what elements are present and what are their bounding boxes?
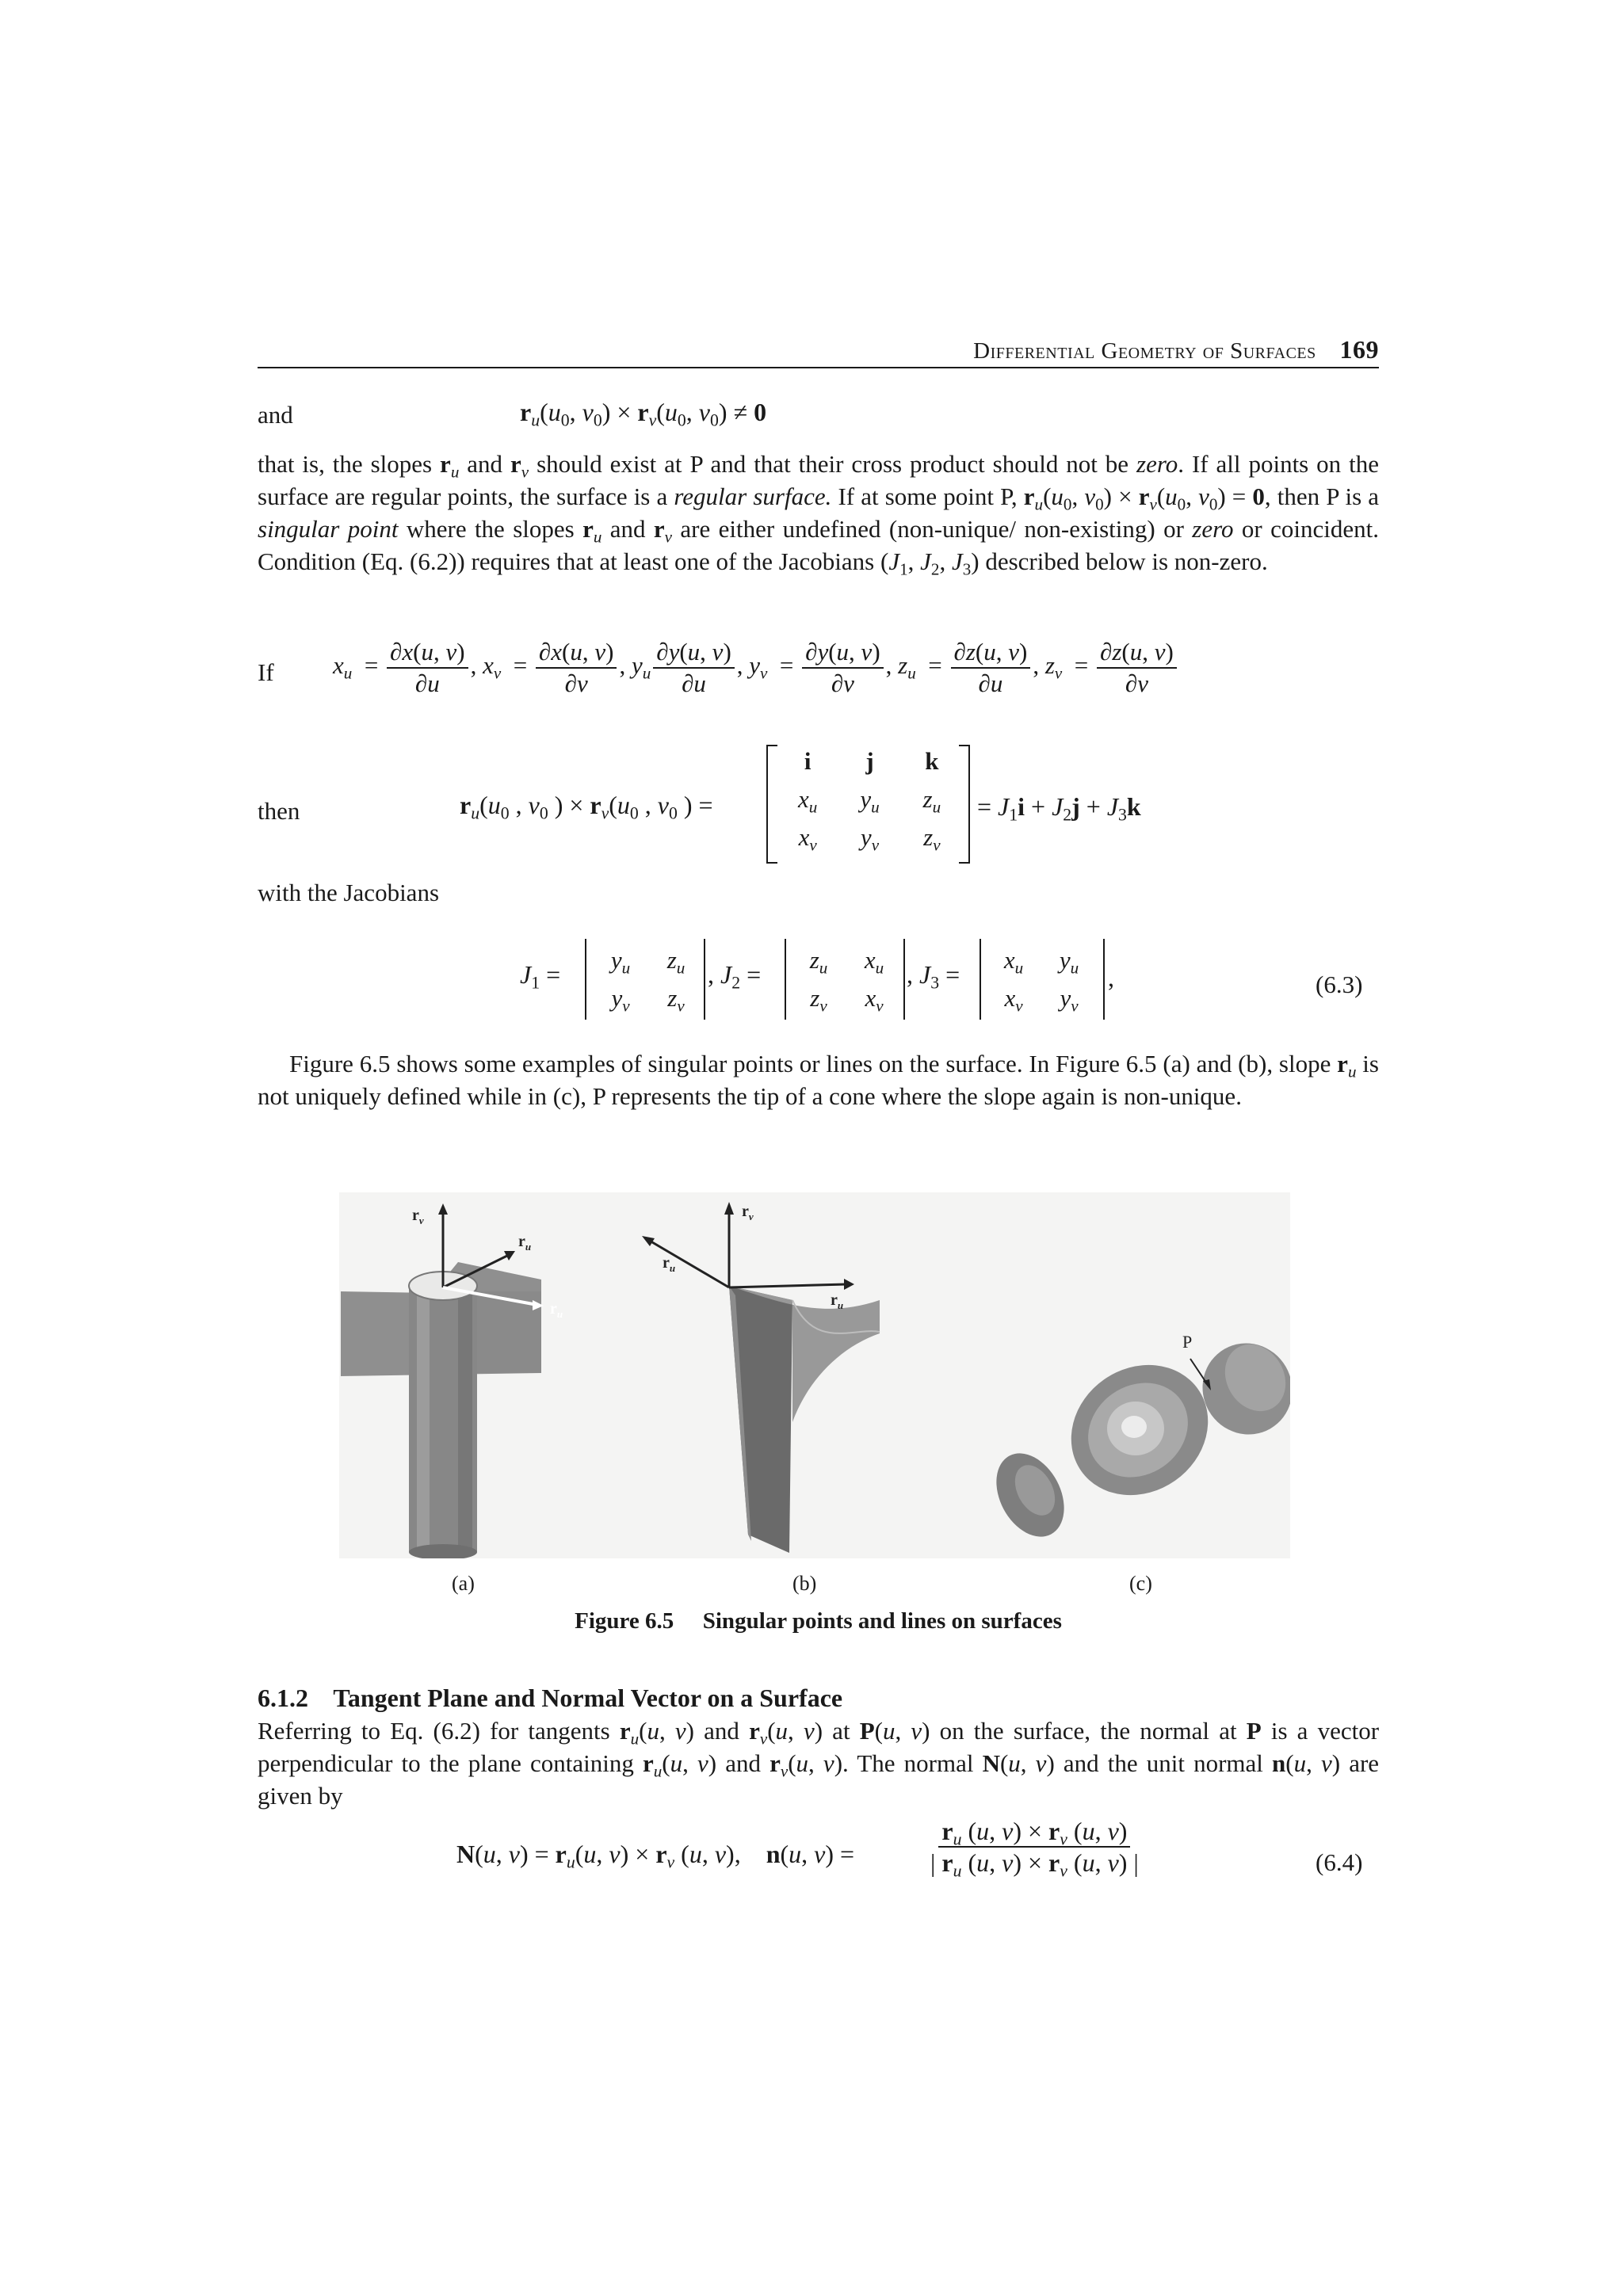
figure-label-a: (a) (452, 1572, 475, 1595)
j3-right-bar (1103, 939, 1105, 1020)
jacobian-j2-label: , $J_2$ = (708, 960, 762, 993)
paragraph-normal-vector: Referring to Eq. (6.2) for tangents $r_u(u$, v) and $r_v(u$, v) at P(u, v) on the surface, the normal at P is a vector perpendicular to the plane containing $r_u(u$, v) and $r_v(u$, v). The normal N(u, v) and the unit normal n(u, v) are given by (258, 1717, 1380, 1810)
running-title: Differential Geometry of Surfaces (973, 338, 1316, 364)
figure-6-5-image (339, 1192, 1290, 1558)
normal-vector-equation: N(u, $v) = r_u(u$, $v) \times r_v$ (u, v), n(u, v) = (456, 1840, 855, 1872)
figure-c-surface (983, 1327, 1290, 1549)
svg-text:ru: $r_u$ (663, 1254, 676, 1274)
jacobian-trailing-comma: , (1108, 963, 1114, 992)
if-label: If (258, 658, 274, 686)
j3-left-bar (980, 939, 981, 1020)
cross-product-matrix: i j k $x_u$ $y_u$ $z_u$ $x_v$ $y_v$ $z_v$ (798, 747, 941, 855)
section-number: 6.1.2 (258, 1684, 308, 1712)
jacobians-intro: with the Jacobians (258, 879, 440, 906)
paragraph-regular-points: that is, the slopes $r_u$ and $r_v$ should exist at P and that their cross product should not be zero. If all points on the surface are regular points, the surface is a regular surface. If at some point P, $r_u(u_0$, $v_0) \times r_v(u_0$, $v_0) = 0$, then P is a singular point where the slopes $r_u$ and $r_v$ are either undefined (non-unique/ non-existing) or zero or coincident. Condition (Eq. (6.2)) requires that at least one of the Jacobians ($J_1$, $J_2$, $J_3$) described below is non-zero. (258, 450, 1380, 579)
matrix-right-bracket-bottom (959, 862, 970, 864)
j1-left-bar (585, 939, 586, 1020)
jacobian-j1-matrix: $y_u$ $z_u$ $y_v$ $z_v$ (610, 946, 685, 1016)
jacobian-j3-matrix: $x_u$ $y_u$ $x_v$ $y_v$ (1003, 946, 1079, 1016)
and-label: and (258, 401, 293, 429)
figure-caption-text: Singular points and lines on surfaces (702, 1608, 1062, 1634)
jacobian-j3-label: , $J_3$ = (907, 960, 960, 993)
cross-product-rhs: = $J_1i + J_2j + J_3k$ (977, 792, 1141, 825)
matrix-right-bracket (968, 745, 970, 864)
j1-right-bar (704, 939, 705, 1020)
figure-caption-number: Figure 6.5 (575, 1608, 674, 1634)
figure-label-b: (b) (792, 1572, 817, 1595)
partial-derivatives-equation: $x_u$ = $\frac{\partial x(u, v)}{\partial u}$ , $x_v$ = $\frac{\partial x(u, v)}{\partial v}$ , $y_u$ $\frac{\partial y(u, v)}{\partial u}$ , $y_v$ = $\frac{\partial y(u, v)}{\partial v}$ , $z_u$ = $\frac{\partial z(u, v)}{\partial u}$ , $z_v$ = $\frac{\partial z(u, v)}{\partial v}$ (333, 637, 1179, 699)
matrix-left-bracket-top (766, 745, 777, 746)
j2-right-bar (903, 939, 905, 1020)
svg-text:rv: $r_v$ (412, 1207, 424, 1226)
figure-c-point-label: P (1182, 1332, 1193, 1352)
paragraph-figure-reference: Figure 6.5 shows some examples of singular points or lines on the surface. In Figure 6.5 (a) and (b), slope $r_u$ is not uniquely defined while in (c), P represents the tip of a cone where the slope again is non-unique. (258, 1050, 1379, 1110)
svg-text:ru: $r_u$ (550, 1300, 563, 1320)
jacobian-j1-label: $J_1$ = (520, 960, 561, 993)
page-number: 169 (1339, 335, 1379, 364)
svg-text:ru: $r_u$ (831, 1291, 844, 1311)
running-header (899, 335, 1379, 364)
unit-normal-fraction: $\frac{r_u (u, v) \times r_v (u, v)}{| r_u (u, v) \times r_v (u, v) |}$ (930, 1817, 1139, 1881)
equation-number-6-3: (6.3) (1316, 971, 1363, 998)
then-label: then (258, 797, 300, 825)
matrix-left-bracket (766, 745, 768, 864)
equation-number-6-4: (6.4) (1316, 1848, 1363, 1876)
nonzero-cross-product-equation: $r_u(u_0$, $v_0) \times r_v(u_0$, $v_0) \ne 0$ (520, 398, 767, 430)
matrix-left-bracket-bottom (766, 862, 777, 864)
figure-a-surface (341, 1203, 544, 1558)
jacobian-j2-matrix: $z_u$ $x_u$ $z_v$ $x_v$ (809, 946, 884, 1016)
section-heading (258, 1684, 842, 1713)
header-rule (258, 367, 1379, 368)
svg-text:ru: $r_u$ (518, 1233, 532, 1253)
section-title: Tangent Plane and Normal Vector on a Surface (333, 1684, 843, 1712)
cross-product-lhs: $r_u(u_0$ , $v_0$ ) × $r_v(u_0$ , $v_0$ ) = (460, 791, 713, 823)
figure-caption (258, 1608, 1379, 1634)
svg-text:rv: $r_v$ (742, 1203, 754, 1222)
figure-b-surface (436, 1202, 880, 1553)
j2-left-bar (785, 939, 786, 1020)
figure-label-c: (c) (1129, 1572, 1152, 1595)
